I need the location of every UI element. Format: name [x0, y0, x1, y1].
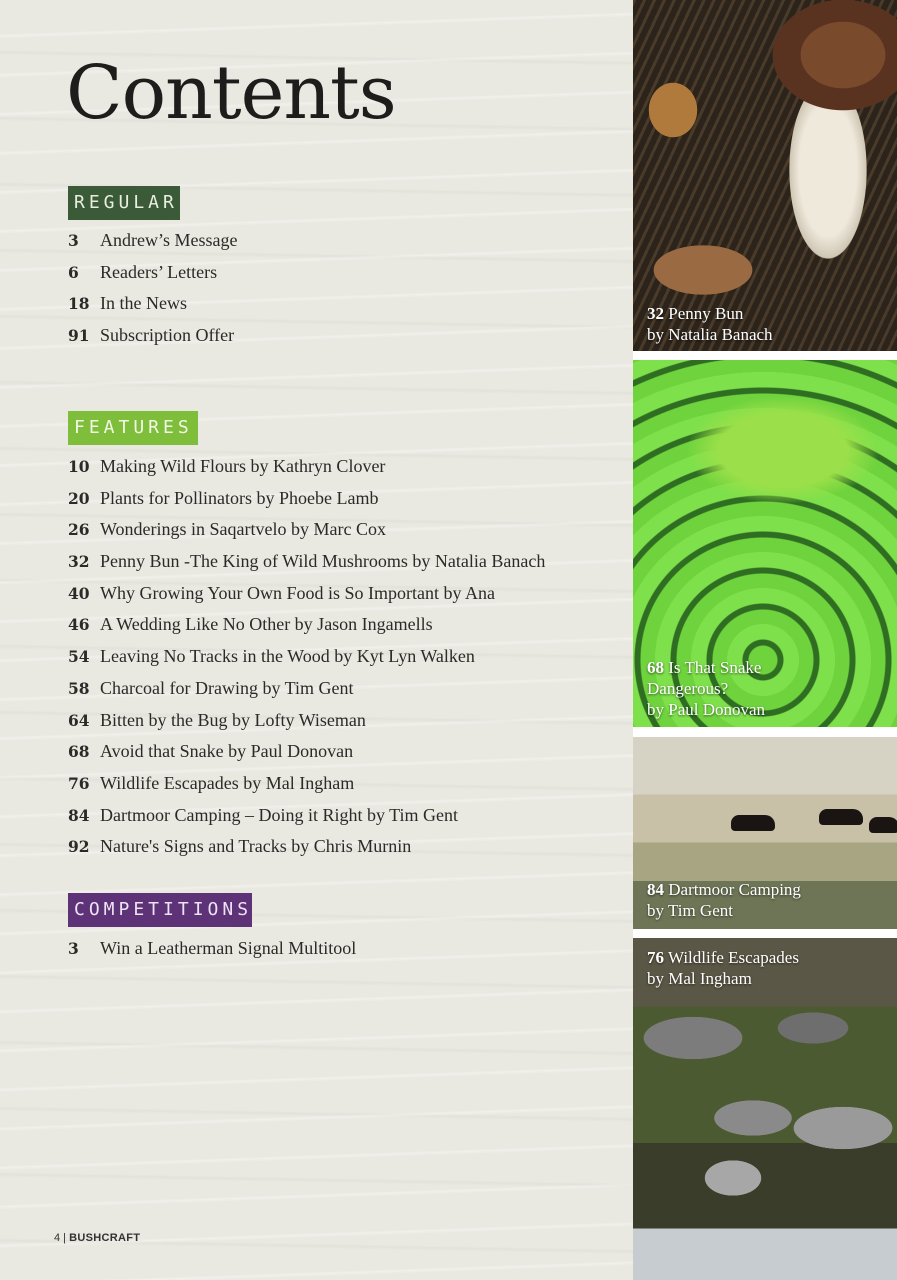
- photo-caption: [647, 879, 801, 921]
- toc-entry[interactable]: [68, 320, 237, 352]
- folio-publication: BUSHCRAFT: [69, 1232, 141, 1244]
- toc-entry-title: Why Growing Your Own Food is So Important by Ana: [100, 582, 496, 603]
- toc-entry[interactable]: [68, 736, 545, 768]
- horse-silhouette: [731, 815, 775, 831]
- toc-entry[interactable]: [68, 514, 545, 546]
- toc-entry[interactable]: [68, 705, 545, 737]
- toc-entry[interactable]: [68, 546, 545, 578]
- toc-entry[interactable]: [68, 768, 545, 800]
- toc-entry-title: Plants for Pollinators by Phoebe Lamb: [100, 487, 379, 508]
- caption-title: Dartmoor Camping: [668, 880, 801, 899]
- toc-page-number: 46: [68, 615, 90, 635]
- photo-caption: [647, 947, 799, 989]
- photo-seals[interactable]: [633, 938, 897, 1280]
- photo-divider: [633, 727, 897, 737]
- toc-page-number: 32: [68, 552, 90, 572]
- photo-snake[interactable]: [633, 360, 897, 727]
- toc-entry[interactable]: [68, 800, 545, 832]
- folio-page-number: 4: [54, 1232, 61, 1244]
- toc-entry[interactable]: [68, 673, 545, 705]
- caption-byline: by Mal Ingham: [647, 969, 752, 988]
- toc-page-number: 64: [68, 710, 90, 730]
- caption-title-cont: Dangerous?: [647, 679, 729, 698]
- toc-page-number: 58: [68, 678, 90, 698]
- toc-entry-title: Win a Leatherman Signal Multitool: [100, 938, 357, 958]
- photo-caption: [647, 303, 773, 345]
- photo-divider: [633, 351, 897, 360]
- toc-entry[interactable]: [68, 257, 237, 289]
- toc-page-number: 3: [68, 231, 79, 250]
- caption-title: Penny Bun: [668, 304, 744, 323]
- toc-entry[interactable]: [68, 641, 545, 673]
- toc-entry-title: Andrew’s Message: [100, 230, 238, 250]
- toc-entry-title: Charcoal for Drawing by Tim Gent: [100, 677, 354, 698]
- caption-page-number: 76: [647, 948, 664, 967]
- caption-byline: by Natalia Banach: [647, 325, 773, 344]
- toc-entry[interactable]: [68, 288, 237, 320]
- horse-silhouette: [819, 809, 863, 825]
- toc-list-features: [68, 451, 545, 863]
- toc-entry-title: Penny Bun -The King of Wild Mushrooms by Natalia Banach: [100, 551, 546, 572]
- caption-title: Is That Snake: [668, 658, 762, 677]
- photo-divider: [633, 929, 897, 938]
- toc-page-number: 20: [68, 488, 90, 508]
- section-label-regular: REGULAR: [68, 186, 180, 220]
- toc-page-number: 40: [68, 583, 90, 603]
- toc-entry-title: Dartmoor Camping – Doing it Right by Tim Gent: [100, 804, 459, 825]
- caption-byline: by Tim Gent: [647, 901, 733, 920]
- toc-entry-title: Leaving No Tracks in the Wood by Kyt Lyn Walken: [100, 646, 475, 667]
- caption-page-number: 68: [647, 658, 664, 677]
- toc-page-number: 68: [68, 742, 90, 762]
- toc-page-number: 92: [68, 837, 90, 857]
- toc-entry-title: Nature's Signs and Tracks by Chris Murnin: [100, 836, 412, 857]
- caption-page-number: 84: [647, 880, 664, 899]
- toc-entry-title: Readers’ Letters: [100, 261, 218, 282]
- toc-entry[interactable]: [68, 225, 237, 257]
- caption-page-number: 32: [647, 304, 664, 323]
- toc-page-number: 84: [68, 805, 90, 825]
- toc-entry[interactable]: [68, 578, 545, 610]
- page-title: Contents: [66, 50, 396, 136]
- toc-page-number: 91: [68, 326, 90, 346]
- toc-entry-title: Wildlife Escapades by Mal Ingham: [100, 772, 355, 793]
- toc-list-competitions: [68, 933, 356, 965]
- toc-entry-title: A Wedding Like No Other by Jason Ingamells: [100, 614, 433, 635]
- toc-entry-title: Subscription Offer: [100, 325, 235, 346]
- toc-page-number: 18: [68, 294, 90, 314]
- caption-title: Wildlife Escapades: [667, 948, 799, 967]
- photo-horses[interactable]: [633, 737, 897, 929]
- toc-page-number: 3: [68, 939, 79, 958]
- toc-entry[interactable]: [68, 451, 545, 483]
- toc-page-number: 76: [68, 773, 90, 793]
- toc-entry[interactable]: [68, 483, 545, 515]
- toc-page-number: 26: [68, 520, 90, 540]
- photo-mushroom[interactable]: [633, 0, 897, 351]
- page-folio: 4 | BUSHCRAFT: [54, 1232, 141, 1244]
- toc-list-regular: [68, 225, 237, 352]
- toc-page-number: 54: [68, 647, 90, 667]
- caption-byline: by Paul Donovan: [647, 700, 766, 719]
- horse-silhouette: [869, 817, 897, 833]
- toc-entry-title: Bitten by the Bug by Lofty Wiseman: [100, 709, 366, 730]
- toc-entry-title: In the News: [100, 293, 187, 314]
- photo-caption: [647, 657, 765, 720]
- toc-entry[interactable]: [68, 831, 545, 863]
- section-label-competitions: COMPETITIONS: [68, 893, 252, 927]
- toc-page-number: 10: [68, 457, 90, 476]
- toc-page-number: 6: [68, 262, 79, 282]
- section-label-features: FEATURES: [68, 411, 198, 445]
- toc-entry[interactable]: [68, 609, 545, 641]
- toc-entry-title: Making Wild Flours by Kathryn Clover: [100, 456, 386, 476]
- toc-entry-title: Avoid that Snake by Paul Donovan: [100, 741, 354, 762]
- toc-entry-title: Wonderings in Saqartvelo by Marc Cox: [100, 519, 386, 540]
- toc-entry[interactable]: [68, 933, 356, 965]
